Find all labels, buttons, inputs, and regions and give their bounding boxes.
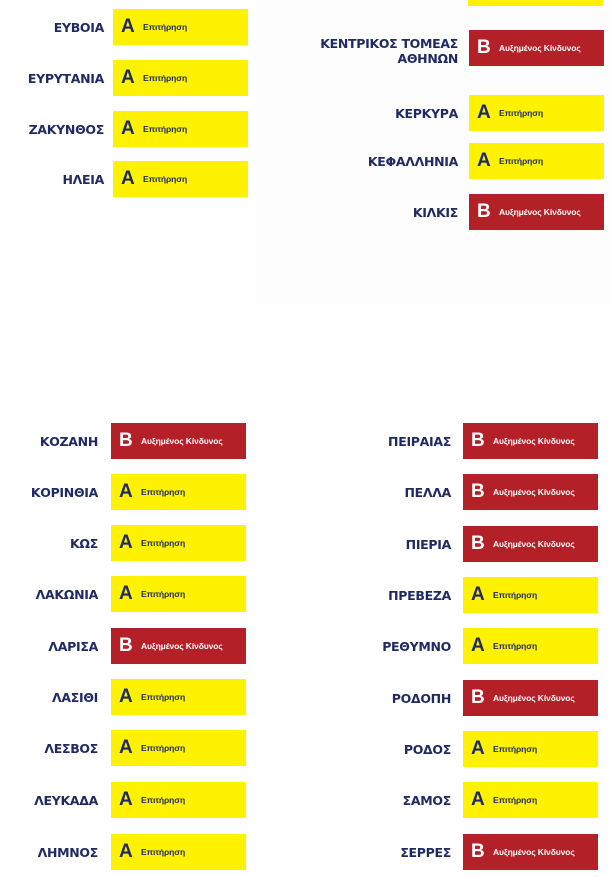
bottom-right-list — [300, 423, 600, 873]
risk-badge — [111, 834, 246, 870]
level-text: Επιτήρηση — [141, 743, 186, 753]
region-name: ΚΟΡΙΝΘΙΑ — [30, 484, 98, 500]
level-letter: Α — [121, 16, 135, 37]
level-text: Αυξημένος Κίνδυνος — [493, 847, 575, 857]
level-text: Αυξημένος Κίνδυνος — [493, 436, 575, 446]
list-item — [300, 782, 600, 818]
risk-badge — [113, 9, 248, 45]
risk-badge — [463, 782, 598, 818]
level-text: Επιτήρηση — [499, 156, 544, 166]
region-name — [320, 30, 458, 66]
region-name: ΚΕΦΑΛΛΗΝΙΑ — [367, 153, 458, 169]
level-letter: Α — [119, 841, 133, 862]
level-letter: Β — [477, 201, 491, 222]
region-name: ΠΕΙΡΑΙΑΣ — [388, 433, 451, 449]
top-left-list — [0, 9, 250, 199]
top-right-list — [300, 30, 605, 235]
level-letter: Β — [471, 687, 485, 708]
list-item — [300, 526, 600, 562]
level-letter: Α — [471, 789, 485, 810]
risk-badge — [111, 628, 246, 664]
region-name-line-1: ΚΕΝΤΡΙΚΟΣ ΤΟΜΕΑΣ — [320, 36, 458, 51]
risk-badge — [111, 679, 246, 715]
risk-badge — [463, 628, 598, 664]
risk-badge — [463, 423, 598, 459]
list-item — [0, 730, 250, 766]
region-name: ΠΙΕΡΙΑ — [405, 536, 451, 552]
region-name: ΗΛΕΙΑ — [62, 171, 104, 187]
level-letter: Β — [471, 430, 485, 451]
region-name: ΣΕΡΡΕΣ — [400, 844, 451, 860]
risk-badge — [463, 577, 598, 613]
level-letter: Α — [121, 118, 135, 139]
level-text: Αυξημένος Κίνδυνος — [493, 539, 575, 549]
region-name: ΛΕΥΚΑΔΑ — [34, 792, 98, 808]
region-name: ΛΑΡΙΣΑ — [48, 638, 98, 654]
level-text: Αυξημένος Κίνδυνος — [499, 43, 581, 53]
region-name: ΠΡΕΒΕΖΑ — [388, 587, 451, 603]
risk-badge — [463, 680, 598, 716]
list-item — [300, 423, 600, 459]
level-text: Επιτήρηση — [493, 641, 538, 651]
level-text: Αυξημένος Κίνδυνος — [141, 641, 223, 651]
level-text: Επιτήρηση — [143, 22, 188, 32]
list-item — [0, 60, 250, 96]
list-item — [300, 628, 600, 664]
region-name-line-2: ΑΘΗΝΩΝ — [397, 51, 458, 66]
level-letter: Α — [121, 67, 135, 88]
risk-badge — [463, 526, 598, 562]
level-text: Επιτήρηση — [143, 73, 188, 83]
region-name: ΕΥΡΥΤΑΝΙΑ — [27, 70, 104, 86]
region-name: ΡΟΔΟΣ — [403, 741, 451, 757]
level-letter: Α — [471, 635, 485, 656]
risk-badge — [463, 474, 598, 510]
region-name: ΚΙΛΚΙΣ — [412, 204, 458, 220]
level-letter: Α — [471, 738, 485, 759]
list-item — [0, 9, 250, 45]
risk-badge — [469, 95, 604, 131]
level-letter: Β — [119, 430, 133, 451]
risk-badge — [111, 730, 246, 766]
level-letter: Β — [471, 533, 485, 554]
level-letter: Β — [119, 635, 133, 656]
level-text: Επιτήρηση — [141, 795, 186, 805]
risk-badge — [463, 731, 598, 767]
level-letter: Α — [121, 168, 135, 189]
risk-badge — [469, 194, 604, 230]
region-name: ΛΑΣΙΘΙ — [51, 689, 98, 705]
level-text: Επιτήρηση — [499, 108, 544, 118]
level-letter: Α — [471, 584, 485, 605]
level-letter: Α — [119, 789, 133, 810]
list-item — [300, 474, 600, 510]
level-text: Επιτήρηση — [493, 590, 538, 600]
level-text: Επιτήρηση — [493, 744, 538, 754]
level-text: Επιτήρηση — [141, 589, 186, 599]
list-item — [0, 161, 250, 197]
level-text: Επιτήρηση — [141, 487, 186, 497]
level-text: Επιτήρηση — [141, 692, 186, 702]
list-item — [300, 143, 605, 179]
level-text: Επιτήρηση — [141, 538, 186, 548]
level-letter: Α — [477, 102, 491, 123]
region-name: ΠΕΛΛΑ — [404, 484, 451, 500]
list-item — [0, 423, 250, 459]
level-text: Επιτήρηση — [493, 795, 538, 805]
list-item — [300, 194, 605, 230]
level-text: Αυξημένος Κίνδυνος — [493, 487, 575, 497]
level-letter: Α — [477, 150, 491, 171]
risk-badge — [113, 161, 248, 197]
risk-badge — [113, 111, 248, 147]
risk-badge — [469, 30, 604, 66]
list-item — [300, 834, 600, 870]
risk-badge — [463, 834, 598, 870]
cut-off-badge-top — [468, 0, 603, 6]
risk-badge — [111, 782, 246, 818]
risk-badge — [111, 474, 246, 510]
level-letter: Α — [119, 583, 133, 604]
region-name: ΚΕΡΚΥΡΑ — [395, 105, 458, 121]
list-item — [0, 834, 250, 870]
level-letter: Α — [119, 686, 133, 707]
level-letter: Α — [119, 532, 133, 553]
region-name: ΕΥΒΟΙΑ — [53, 19, 104, 35]
region-name: ΛΕΣΒΟΣ — [44, 740, 98, 756]
level-text: Αυξημένος Κίνδυνος — [499, 207, 581, 217]
list-item — [0, 782, 250, 818]
list-item — [0, 474, 250, 510]
level-text: Αυξημένος Κίνδυνος — [141, 436, 223, 446]
level-letter: Β — [471, 841, 485, 862]
risk-badge — [111, 576, 246, 612]
region-name: ΡΕΘΥΜΝΟ — [382, 638, 451, 654]
list-item — [300, 731, 600, 767]
bottom-left-list — [0, 423, 250, 873]
level-letter: Α — [119, 737, 133, 758]
risk-badge — [111, 525, 246, 561]
region-name: ΣΑΜΟΣ — [402, 792, 451, 808]
list-item — [0, 111, 250, 147]
level-letter: Β — [477, 37, 491, 58]
level-letter: Α — [119, 481, 133, 502]
level-text: Αυξημένος Κίνδυνος — [493, 693, 575, 703]
list-item — [300, 95, 605, 131]
risk-badge — [111, 423, 246, 459]
list-item — [0, 576, 250, 612]
list-item — [0, 679, 250, 715]
level-text: Επιτήρηση — [141, 847, 186, 857]
list-item — [300, 30, 605, 66]
region-name: ΛΗΜΝΟΣ — [37, 844, 98, 860]
region-name: ΡΟΔΟΠΗ — [391, 690, 451, 706]
region-name: ΚΩΣ — [70, 535, 98, 551]
list-item — [300, 577, 600, 613]
list-item — [300, 680, 600, 716]
risk-badge — [469, 143, 604, 179]
region-name: ΖΑΚΥΝΘΟΣ — [28, 121, 104, 137]
level-letter: Β — [471, 481, 485, 502]
list-item — [0, 525, 250, 561]
region-name: ΚΟΖΑΝΗ — [39, 433, 98, 449]
level-text: Επιτήρηση — [143, 124, 188, 134]
region-name: ΛΑΚΩΝΙΑ — [35, 586, 98, 602]
risk-badge — [113, 60, 248, 96]
level-text: Επιτήρηση — [143, 174, 188, 184]
list-item — [0, 628, 250, 664]
